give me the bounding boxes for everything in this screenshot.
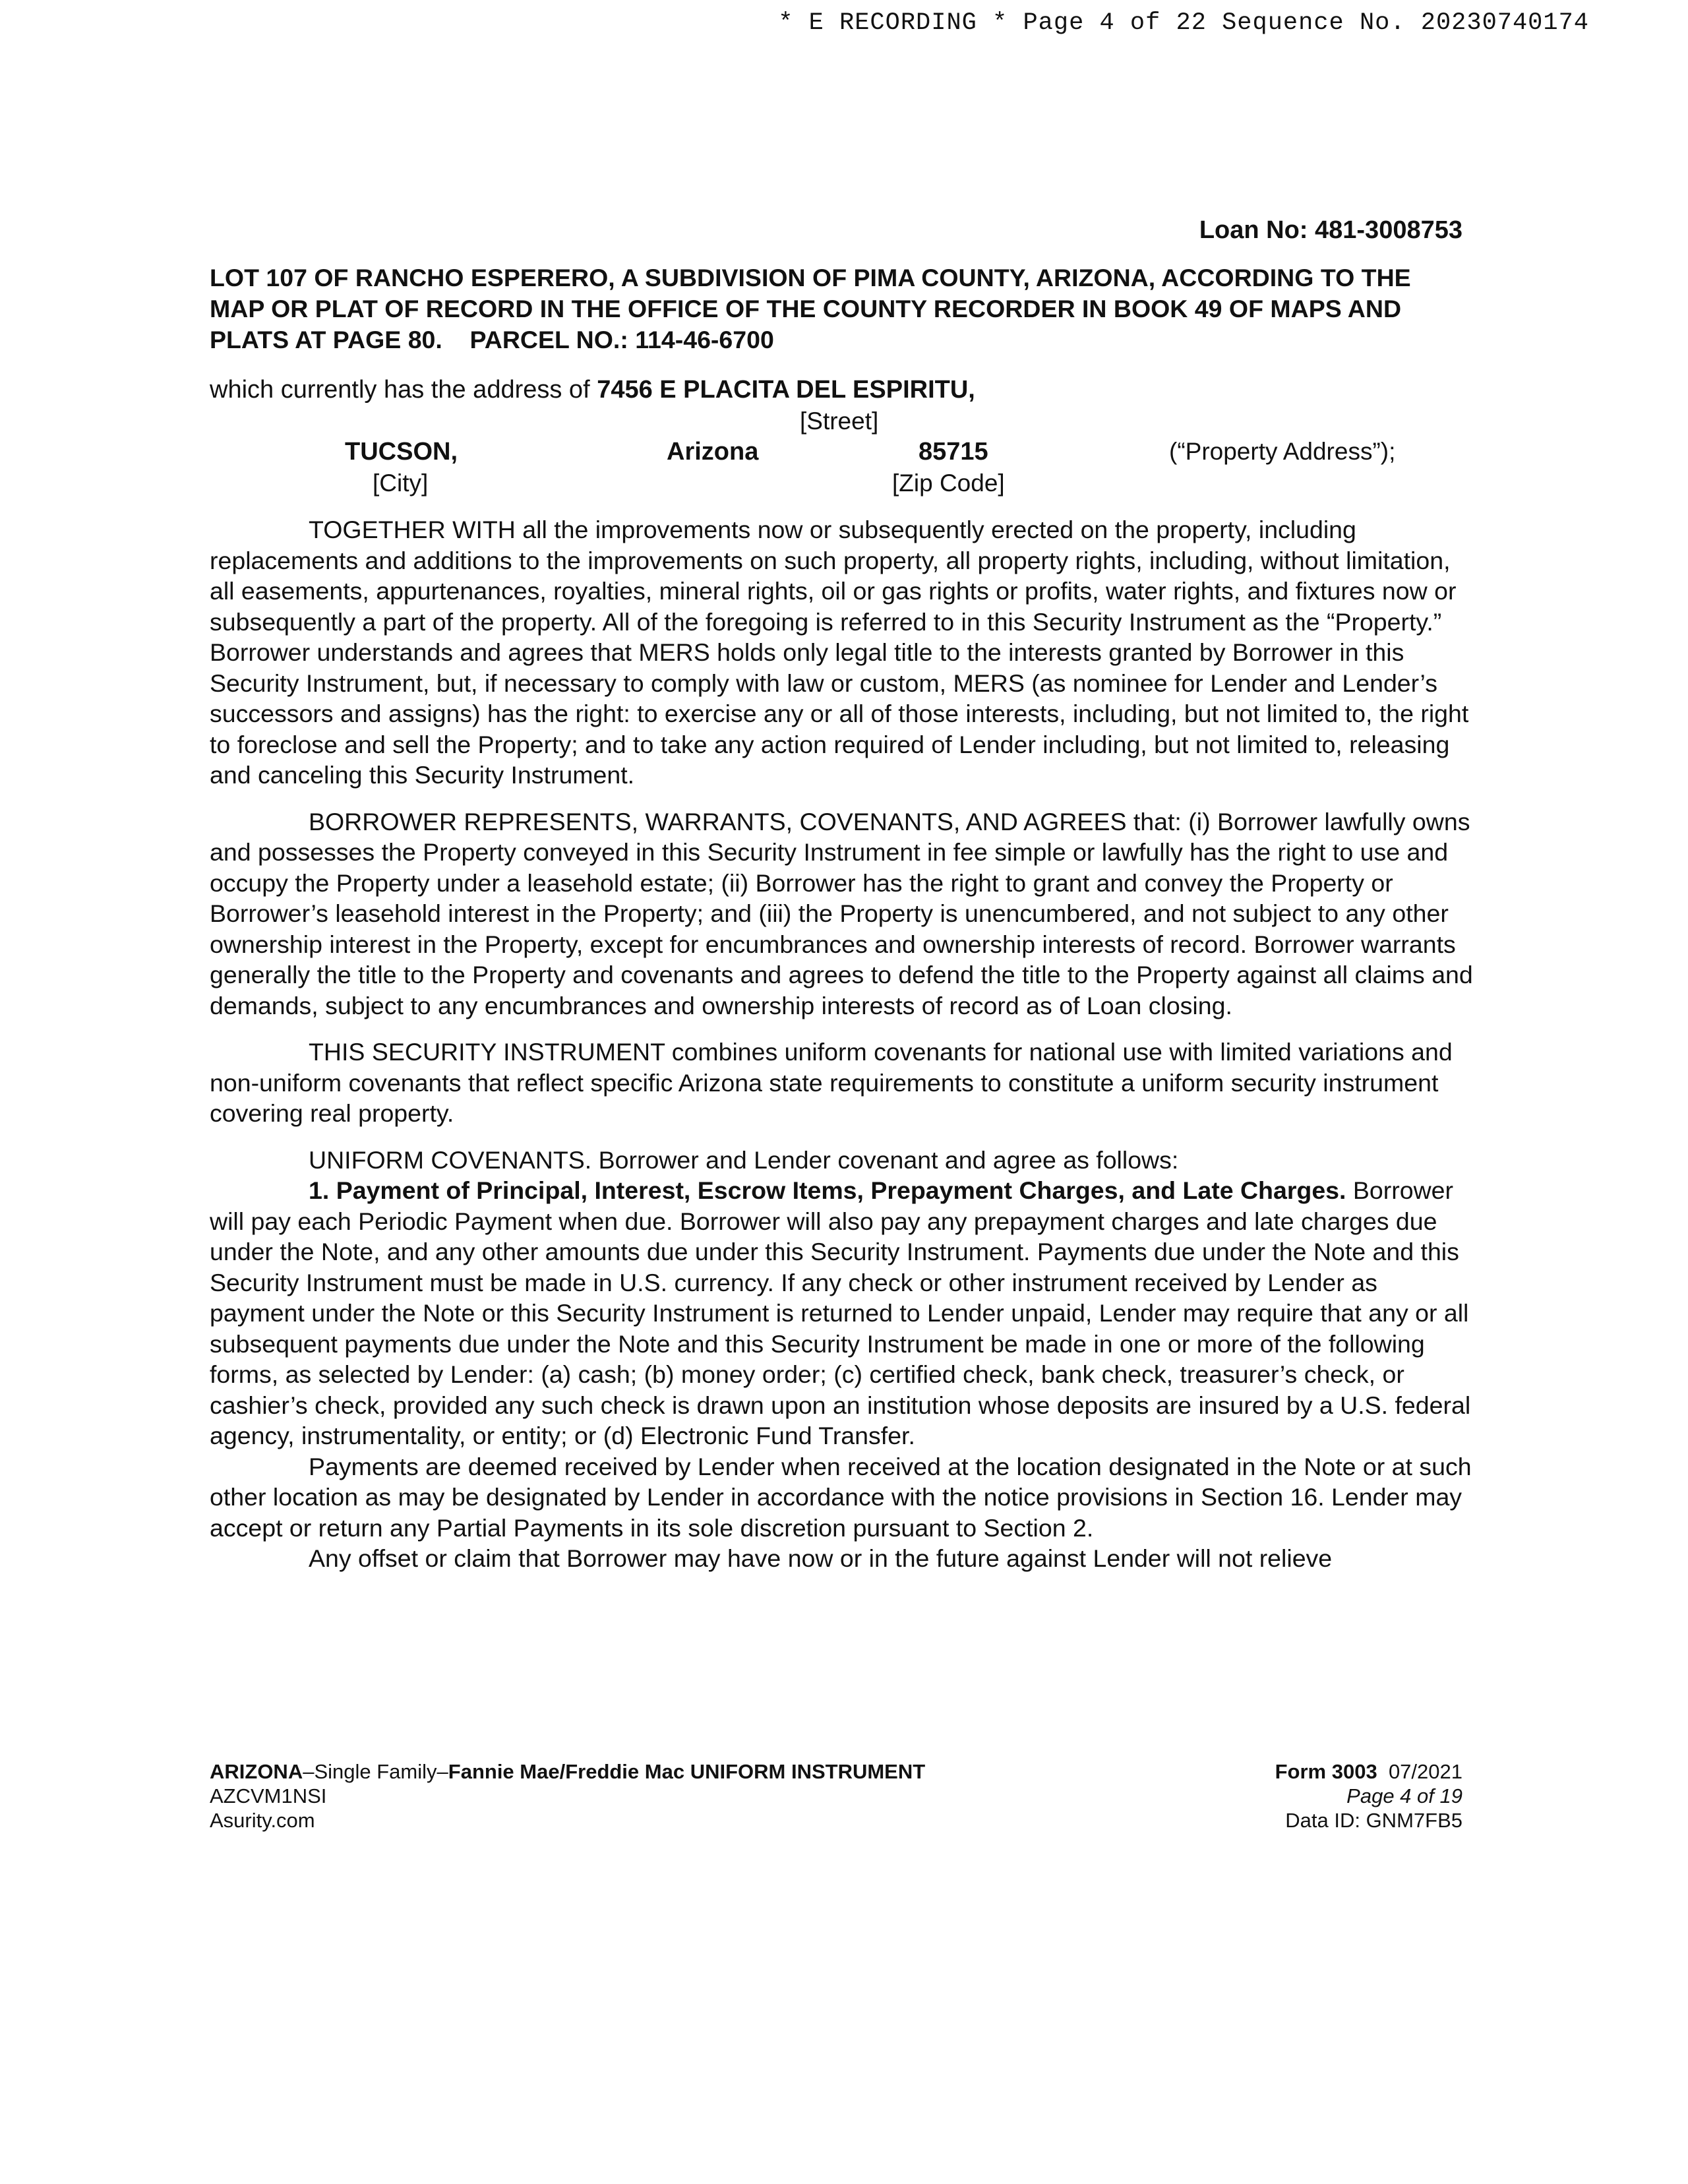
footer-website: Asurity.com xyxy=(210,1809,315,1832)
property-address-label: (“Property Address”); xyxy=(1169,438,1396,465)
footer-data-id: Data ID: GNM7FB5 xyxy=(1285,1809,1462,1832)
legal-description-text: LOT 107 OF RANCHO ESPERERO, A SUBDIVISION OF PIMA COUNTY, ARIZONA, ACCORDING TO THE MAP OR PLAT OF RECORD IN THE OFFICE OF THE COUNTY RECORDER IN BOOK 49 OF MAPS AND PLATS AT PAGE 80. xyxy=(210,264,1411,353)
legal-description xyxy=(210,262,1462,355)
recording-header: * E RECORDING * Page 4 of 22 Sequence No. 20230740174 xyxy=(778,9,1589,37)
zip-value: 85715 xyxy=(919,438,988,466)
city-value: TUCSON, xyxy=(345,438,458,466)
footer-right xyxy=(1275,1759,1462,1833)
borrower-represents-paragraph: BORROWER REPRESENTS, WARRANTS, COVENANTS, AND AGREES that: (i) Borrower lawfully owns and possesses the Property conveyed in this Security Instrument in fee simple or lawfully has the right to use and occupy the Property under a leasehold estate; (ii) Borrower has the right to grant and convey the Property or Borrower’s leasehold interest in the Property; and (iii) the Property is unencumbered, and not subject to any other ownership interest in the Property, except for encumbrances and ownership interests of record. Borrower warrants generally the title to the Property and covenants and agrees to defend the title to the Property against all claims and demands, subject to any encumbrances and ownership interests of record as of Loan closing. xyxy=(210,807,1473,1019)
parcel-number: PARCEL NO.: 114-46-6700 xyxy=(469,326,774,353)
uniform-covenants-paragraph: UNIFORM COVENANTS. Borrower and Lender covenant and agree as follows: xyxy=(309,1145,1179,1174)
any-offset-paragraph: Any offset or claim that Borrower may have now or in the future against Lender will not relieve xyxy=(309,1544,1333,1572)
footer-instrument-line xyxy=(210,1759,925,1784)
loan-number: Loan No: 481-3008753 xyxy=(1199,216,1462,244)
state-value: Arizona xyxy=(667,438,759,466)
footer-left xyxy=(210,1759,925,1833)
address-line xyxy=(210,376,975,404)
footer-form-code: AZCVM1NSI xyxy=(210,1784,327,1807)
footer-form-no: Form 3003 xyxy=(1275,1760,1377,1783)
body-text xyxy=(210,514,1476,1574)
this-security-paragraph: THIS SECURITY INSTRUMENT combines uniform covenants for national use with limited variations and non-uniform covenants that reflect specific Arizona state requirements to constitute a uniform security instrument covering real property. xyxy=(210,1038,1453,1127)
section-1-paragraph xyxy=(210,1175,1476,1451)
footer-family: –Single Family– xyxy=(303,1760,448,1783)
footer-form-date: 07/2021 xyxy=(1388,1760,1462,1783)
section-1-body: Borrower will pay each Periodic Payment when due. Borrower will also pay any prepayment charges and late charges due under the Note, and any other amounts due under this Security Instrument. Payments due under the Note and this Security Instrument must be made in U.S. currency. If any check or other instrument received by Lender as payment under the Note or this Security Instrument is returned to Lender unpaid, Lender may require that any or all subsequent payments due under the Note and this Security Instrument be made in one or more of the following forms, as selected by Lender: (a) cash; (b) money order; (c) certified check, bank check, treasurer’s check, or cashier’s check, provided any such check is drawn upon an institution whose deposits are insured by a U.S. federal agency, instrumentality, or entity; or (d) Electronic Fund Transfer. xyxy=(210,1176,1471,1449)
street-address: 7456 E PLACITA DEL ESPIRITU, xyxy=(597,376,975,404)
city-label: [City] xyxy=(373,470,429,497)
zip-label: [Zip Code] xyxy=(892,470,1005,497)
street-label: [Street] xyxy=(800,408,879,435)
footer-state: ARIZONA xyxy=(210,1760,303,1783)
footer-page: Page 4 of 19 xyxy=(1346,1784,1462,1807)
together-with-paragraph: TOGETHER WITH all the improvements now or subsequently erected on the property, including replacements and additions to the improvements on such property, all property rights, including, without limitation, all easements, appurtenances, royalties, mineral rights, oil or gas rights or profits, water rights, and fixtures now or subsequently a part of the property. All of the foregoing is referred to in this Security Instrument as the “Property.” Borrower understands and agrees that MERS holds only legal title to the interests granted by Borrower in this Security Instrument, but, if necessary to comply with law or custom, MERS (as nominee for Lender and Lender’s successors and assigns) has the right: to exercise any or all of those interests, including, but not limited to, the right to foreclose and sell the Property; and to take any action required of Lender including, but not limited to, releasing and canceling this Security Instrument. xyxy=(210,516,1469,789)
section-1-heading: 1. Payment of Principal, Interest, Escrow Items, Prepayment Charges, and Late Charges. xyxy=(309,1176,1346,1204)
payments-deemed-paragraph: Payments are deemed received by Lender when received at the location designated in the Note or at such other location as may be designated by Lender in accordance with the notice provisions in Section 16. Lender may accept or return any Partial Payments in its sole discretion pursuant to Section 2. xyxy=(210,1452,1472,1542)
footer-instrument: Fannie Mae/Freddie Mac UNIFORM INSTRUMENT xyxy=(448,1760,926,1783)
address-intro: which currently has the address of xyxy=(210,376,590,404)
footer-form-line xyxy=(1275,1759,1462,1784)
